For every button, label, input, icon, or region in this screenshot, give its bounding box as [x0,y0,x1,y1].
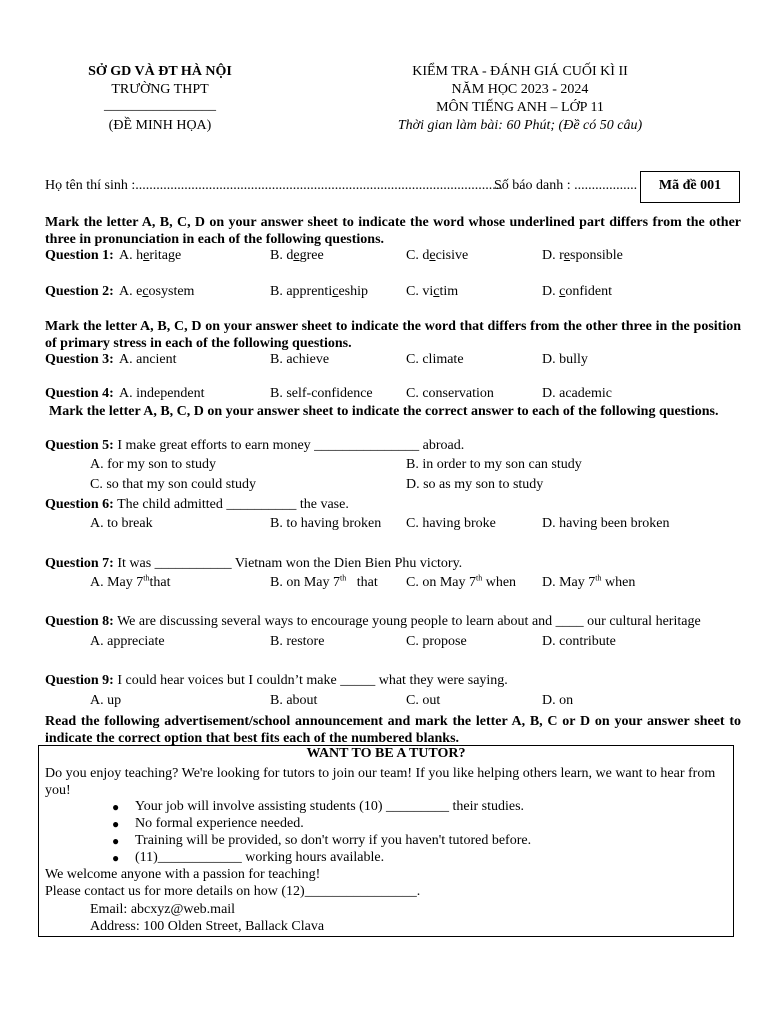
q8-option-d[interactable]: D. contribute [542,634,616,649]
bullet-icon: ● [112,834,120,848]
q6-option-d[interactable]: D. having been broken [542,516,670,531]
question-text: I make great efforts to earn money _______________ abroad. [117,438,465,453]
question-3-label: Question 3: [45,352,114,367]
q5-option-c[interactable]: C. so that my son could study [90,477,257,492]
question-text: We are discussing several ways to encourage young people to learn about and ____ our cultural heritage [117,614,701,629]
question-4-label: Question 4: [45,386,114,401]
q2-option-c[interactable]: C. victim [406,284,459,299]
question-label: Question 9: [45,673,114,688]
q9-option-a[interactable]: A. up [90,693,122,708]
exam-title: KIỂM TRA - ĐÁNH GIÁ CUỐI KÌ II [412,64,628,79]
q8-option-b[interactable]: B. restore [270,634,325,649]
q9-option-c[interactable]: C. out [406,693,441,708]
question-2 [45,284,114,300]
question-label: Question 1: [45,248,114,263]
ad-bullet-3: Training will be provided, so don't worry if you haven't tutored before. [135,833,532,848]
question-1 [45,248,114,264]
question-label: Question 5: [45,438,114,453]
q9-option-b[interactable]: B. about [270,693,318,708]
question-text: It was ___________ Vietnam won the Dien Bien Phu victory. [117,556,463,571]
section-4-instruction: Read the following advertisement/school announcement and mark the letter A, B, C or D on your answer sheet to indicate the correct option that best fits each of the numbered blanks. [45,714,741,746]
question-label: Question 2: [45,284,114,299]
exam-code: Mã đề 001 [640,171,740,203]
bullet-icon: ● [112,800,120,814]
q9-option-d[interactable]: D. on [542,693,574,708]
school-name: TRƯỜNG THPT [111,82,209,97]
q7-option-d[interactable]: D. May 7th when [542,573,636,590]
q1-option-c[interactable]: C. decisive [406,248,469,263]
bullet-icon: ● [112,817,120,831]
question-6 [45,497,349,513]
q1-option-a[interactable]: A. heritage [119,248,182,263]
section-1-instruction: Mark the letter A, B, C, D on your answer sheet to indicate the word whose underlined part differs from the other three in pronunciation in each of the following questions. [45,215,741,247]
question-text: The child admitted __________ the vase. [117,497,349,512]
q4-option-c[interactable]: C. conservation [406,386,494,401]
q3-option-a[interactable]: A. ancient [119,352,177,367]
question-5 [45,438,464,454]
department-name: SỞ GD VÀ ĐT HÀ NỘI [88,64,232,79]
ad-title: WANT TO BE A TUTOR? [306,746,466,761]
q2-option-b[interactable]: B. apprenticeship [270,284,368,299]
q3-option-c[interactable]: C. climate [406,352,464,367]
q6-option-a[interactable]: A. to break [90,516,153,531]
q4-option-a[interactable]: A. independent [119,386,205,401]
q1-option-d[interactable]: D. responsible [542,248,623,263]
bullet-icon: ● [112,851,120,865]
q8-option-a[interactable]: A. appreciate [90,634,165,649]
question-9 [45,673,508,689]
q3-option-d[interactable]: D. bully [542,352,588,367]
student-name-field[interactable]: Họ tên thí sinh :......................................................................................................... [45,178,503,193]
q5-option-d[interactable]: D. so as my son to study [406,477,544,492]
q2-option-a[interactable]: A. ecosystem [119,284,195,299]
section-3-instruction: Mark the letter A, B, C, D on your answer sheet to indicate the correct answer to each of the following questions. [49,404,719,419]
q1-option-b[interactable]: B. degree [270,248,324,263]
q4-option-d[interactable]: D. academic [542,386,612,401]
q7-option-b[interactable]: B. on May 7th that [270,573,378,590]
q4-option-b[interactable]: B. self-confidence [270,386,373,401]
q5-option-a[interactable]: A. for my son to study [90,457,216,472]
question-label: Question 7: [45,556,114,571]
question-label: Question 8: [45,614,114,629]
q5-option-b[interactable]: B. in order to my son can study [406,457,582,472]
subject: MÔN TIẾNG ANH – LỚP 11 [436,100,604,115]
exam-time: Thời gian làm bài: 60 Phút; (Đề có 50 câu) [397,118,643,133]
q8-option-c[interactable]: C. propose [406,634,467,649]
ad-email: Email: abcxyz@web.mail [90,902,236,917]
q2-option-d[interactable]: D. confident [542,284,612,299]
school-year: NĂM HỌC 2023 - 2024 [451,82,589,97]
question-label: Question 6: [45,497,114,512]
section-2-instruction: Mark the letter A, B, C, D on your answer sheet to indicate the word that differs from the other three in the position of primary stress in each of the following questions. [45,319,741,351]
q6-option-b[interactable]: B. to having broken [270,516,382,531]
q6-option-c[interactable]: C. having broke [406,516,496,531]
ad-bullet-4: (11)____________ working hours available. [135,850,385,865]
ad-welcome: We welcome anyone with a passion for teaching! [45,867,321,882]
ad-intro: Do you enjoy teaching? We're looking for tutors to join our team! If you like helping others learn, we want to hear from you! [45,766,716,798]
school-blank: ________________ [104,98,216,113]
student-id-field[interactable]: Số báo danh : .................. [494,178,638,193]
q7-option-c[interactable]: C. on May 7th when [406,573,517,590]
ad-bullet-2: No formal experience needed. [135,816,304,831]
question-7 [45,556,462,572]
question-text: I could hear voices but I couldn’t make _____ what they were saying. [117,673,508,688]
ad-contact: Please contact us for more details on how (12)________________. [45,884,421,899]
q7-option-a[interactable]: A. May 7ththat [90,573,171,590]
ad-address: Address: 100 Olden Street, Ballack Clava [90,919,325,934]
exam-type: (ĐỀ MINH HỌA) [108,118,212,133]
q3-option-b[interactable]: B. achieve [270,352,330,367]
ad-bullet-1: Your job will involve assisting students (10) _________ their studies. [135,799,525,814]
question-8 [45,614,701,630]
